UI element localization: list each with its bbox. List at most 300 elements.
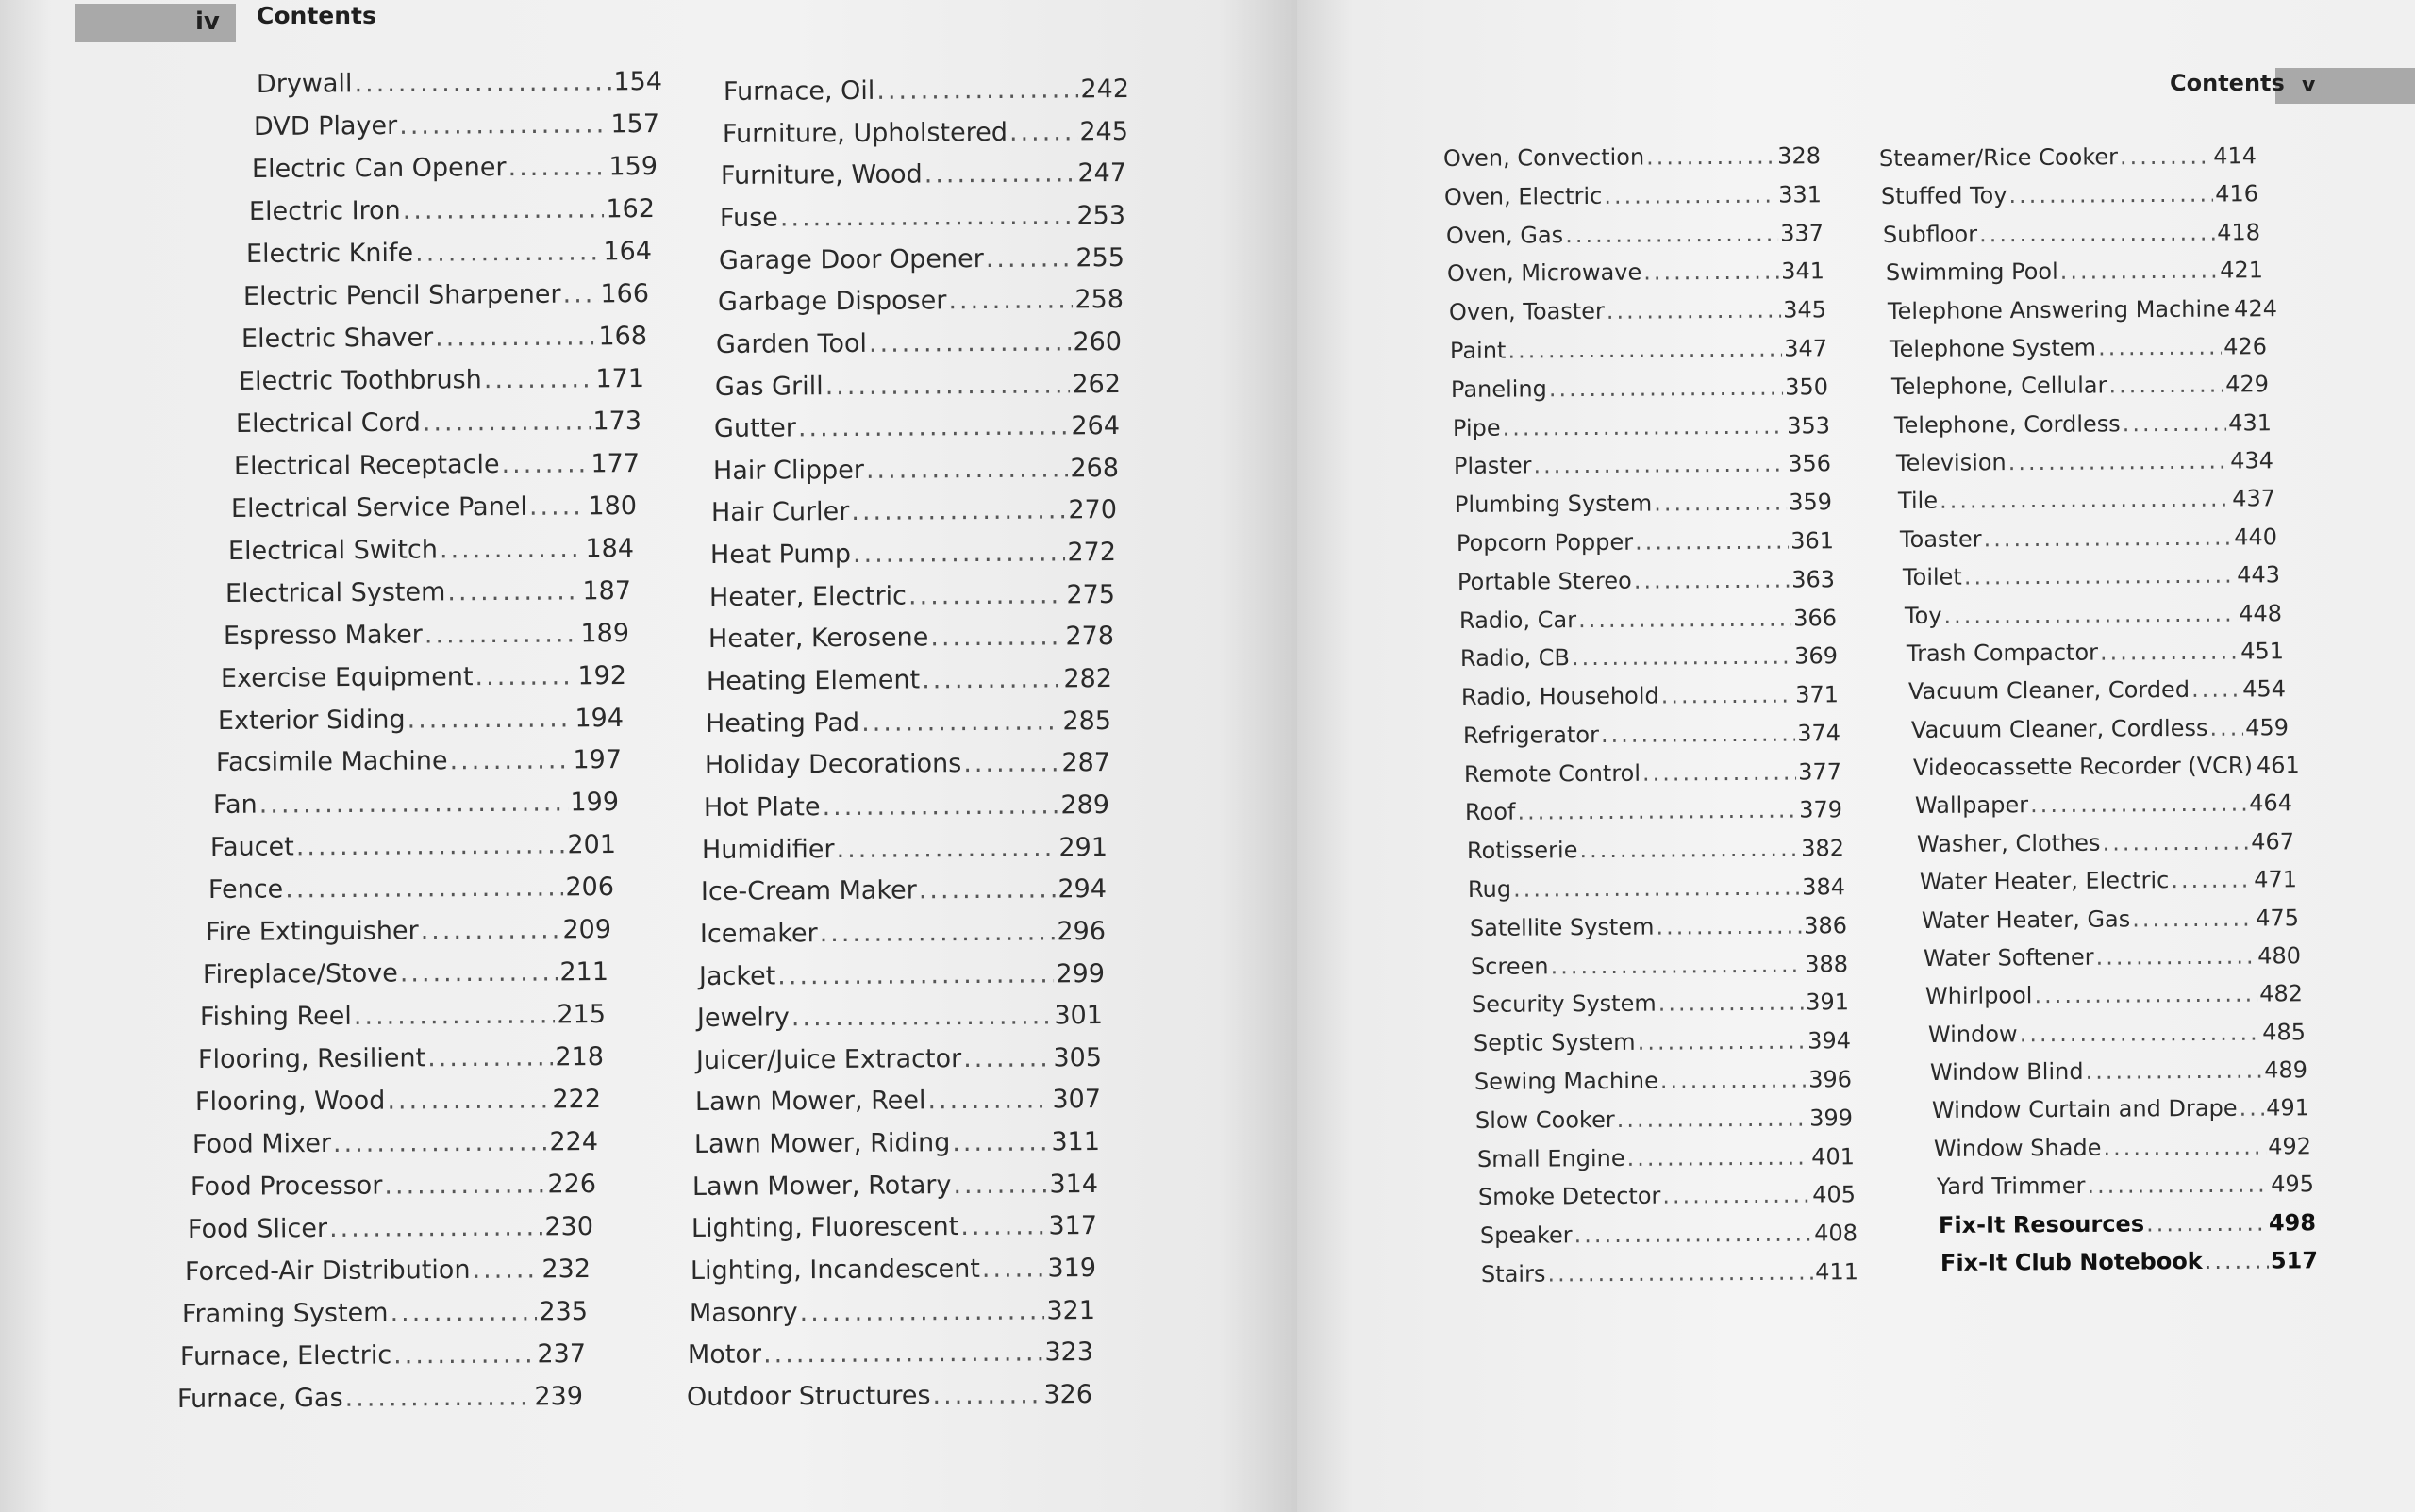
toc-entry (691, 1211, 1097, 1243)
toc-entry-label: Flooring, Wood (194, 1086, 386, 1118)
toc-entry-label: Plaster (1453, 452, 1532, 480)
toc-entry (1451, 374, 1828, 403)
toc-entry-label: Refrigerator (1462, 721, 1599, 749)
toc-entry-label: Gutter (713, 413, 796, 444)
toc-entry-page-number: 260 (1073, 326, 1123, 357)
toc-entry-page-number: 326 (1043, 1379, 1093, 1410)
toc-dot-leader (2085, 1057, 2262, 1085)
toc-entry-label: Lighting, Incandescent (690, 1254, 980, 1287)
toc-entry (1481, 1258, 1858, 1288)
toc-dot-leader (1577, 605, 1790, 633)
toc-entry (1475, 1105, 1853, 1134)
toc-entry-label: Oven, Gas (1445, 221, 1563, 249)
toc-dot-leader (982, 1254, 1046, 1283)
toc-entry-page-number: 377 (1798, 757, 1842, 786)
toc-entry-page-number: 416 (2215, 180, 2259, 208)
toc-entry (251, 152, 657, 184)
toc-dot-leader (948, 286, 1073, 316)
toc-entry-page-number: 218 (555, 1042, 604, 1072)
toc-dot-leader (285, 873, 563, 905)
toc-entry (185, 1254, 591, 1287)
toc-entry-page-number: 278 (1064, 622, 1114, 652)
toc-entry (1905, 600, 2282, 629)
toc-dot-leader (822, 790, 1058, 822)
toc-entry-page-number: 268 (1070, 453, 1119, 484)
toc-entry (1879, 142, 2257, 172)
toc-entry-label: Popcorn Popper (1456, 528, 1633, 557)
toc-entry-label: Food Mixer (192, 1129, 332, 1160)
toc-entry-page-number: 475 (2255, 904, 2299, 932)
toc-entry (1450, 335, 1827, 364)
toc-entry (1471, 951, 1848, 980)
toc-entry (231, 491, 637, 523)
toc-entry-label: Lawn Mower, Riding (693, 1128, 950, 1160)
toc-entry (714, 411, 1120, 443)
toc-entry-page-number: 255 (1075, 242, 1125, 273)
toc-entry-page-number: 350 (1785, 373, 1829, 401)
toc-entry-page-number: 382 (1800, 835, 1844, 862)
toc-entry-page-number: 253 (1076, 200, 1126, 231)
toc-dot-leader (952, 1127, 1049, 1157)
toc-entry (696, 1043, 1102, 1075)
toc-entry-page-number: 180 (588, 490, 637, 522)
toc-entry-label: Screen (1470, 953, 1549, 980)
toc-entry-label: Slow Cooker (1475, 1105, 1616, 1134)
toc-entry-label: Furnace, Electric (179, 1340, 391, 1372)
toc-entry-page-number: 173 (592, 406, 642, 437)
toc-entry-label: Fan (212, 790, 258, 821)
toc-entry (1457, 566, 1835, 595)
toc-entry (1917, 828, 2294, 857)
toc-entry (1474, 1027, 1851, 1056)
toc-entry-page-number: 235 (539, 1297, 589, 1327)
toc-entry (710, 538, 1116, 570)
toc-entry-label: Videocassette Recorder (VCR) (1912, 752, 2253, 782)
toc-entry-page-number: 345 (1782, 296, 1826, 324)
toc-entry (213, 788, 619, 820)
toc-dot-leader (1572, 643, 1792, 672)
toc-entry (1443, 142, 1821, 172)
toc-entry (698, 959, 1104, 991)
toc-entry-label: Steamer/Rice Cooker (1878, 143, 2119, 172)
toc-entry-label: Fishing Reel (200, 1002, 353, 1033)
toc-entry-label: Paint (1449, 337, 1507, 364)
toc-entry-page-number: 299 (1055, 958, 1105, 989)
toc-entry (701, 874, 1107, 906)
toc-entry-page-number: 166 (600, 278, 650, 309)
toc-dot-leader (449, 746, 571, 776)
toc-dot-leader (1547, 1259, 1813, 1288)
toc-entry (1474, 1066, 1852, 1095)
toc-entry-page-number: 399 (1809, 1105, 1854, 1132)
toc-dot-leader (484, 364, 594, 394)
toc-dot-leader (563, 279, 599, 308)
toc-entry (1463, 720, 1840, 749)
toc-entry-page-number: 495 (2270, 1171, 2314, 1198)
toc-entry-page-number: 467 (2251, 828, 2295, 856)
toc-entry (234, 449, 640, 481)
toc-entry-label: Subfloor (1883, 221, 1978, 248)
toc-dot-leader (384, 1171, 545, 1201)
toc-dot-leader (960, 1212, 1046, 1242)
toc-dot-leader (296, 831, 566, 862)
toc-dot-leader (2059, 258, 2218, 285)
toc-entry-page-number: 356 (1788, 450, 1832, 477)
toc-entry-page-number: 157 (610, 108, 660, 140)
toc-dot-leader (2008, 448, 2229, 476)
toc-entry (706, 706, 1111, 739)
toc-dot-leader (333, 1128, 548, 1159)
toc-entry-label: Sewing Machine (1474, 1067, 1659, 1096)
toc-entry-page-number: 168 (598, 321, 647, 352)
toc-entry-page-number: 232 (541, 1254, 591, 1285)
toc-entry-page-number: 262 (1072, 369, 1122, 399)
toc-entry-page-number: 272 (1067, 538, 1117, 568)
toc-entry-page-number: 222 (552, 1085, 602, 1115)
toc-entry (721, 158, 1126, 191)
toc-entry-label: Speaker (1479, 1221, 1573, 1250)
toc-dot-leader (908, 580, 1065, 610)
toc-dot-leader (930, 623, 1063, 653)
toc-entry-label: Motor (688, 1339, 762, 1371)
toc-dot-leader (825, 370, 1071, 401)
toc-entry-label: Telephone, Cordless (1893, 409, 2121, 439)
toc-entry-label: Security System (1472, 990, 1657, 1019)
toc-dot-leader (1646, 143, 1775, 171)
toc-entry-label: Wallpaper (1914, 791, 2029, 820)
toc-entry-page-number: 361 (1790, 527, 1834, 555)
toc-entry-label: Telephone System (1890, 334, 2097, 362)
toc-entry-label: Paneling (1451, 375, 1548, 403)
toc-dot-leader (852, 496, 1067, 527)
toc-entry (1886, 257, 2263, 286)
toc-entry-page-number: 482 (2259, 980, 2304, 1007)
toc-entry (1903, 561, 2280, 590)
toc-dot-leader (448, 576, 581, 606)
toc-dot-leader (2239, 1095, 2264, 1122)
toc-dot-leader (1009, 117, 1078, 147)
toc-entry-page-number: 328 (1777, 142, 1822, 170)
toc-entry (195, 1085, 601, 1117)
toc-dot-leader (2132, 905, 2254, 932)
toc-dot-leader (1963, 562, 2235, 590)
toc-entry (1932, 1095, 2309, 1124)
toc-dot-leader (508, 152, 607, 182)
toc-entry (1924, 942, 2301, 972)
toc-dot-leader (1518, 797, 1798, 825)
toc-entry (224, 619, 629, 651)
toc-entry-page-number: 291 (1058, 832, 1108, 862)
toc-dot-leader (1984, 523, 2233, 552)
toc-entry (1919, 866, 2296, 895)
toc-entry-label: Electric Toothbrush (238, 364, 482, 396)
toc-entry (254, 109, 659, 141)
toc-dot-leader (1940, 486, 2230, 514)
toc-dot-leader (2171, 867, 2252, 894)
right-page-number: v (2302, 74, 2316, 97)
toc-dot-leader (924, 159, 1076, 190)
toc-entry-page-number: 289 (1059, 789, 1109, 821)
toc-entry (723, 117, 1128, 149)
toc-entry-page-number: 434 (2230, 447, 2274, 474)
toc-dot-leader (1605, 181, 1777, 208)
toc-entry-label: Electric Pencil Sharpener (243, 279, 562, 311)
toc-dot-leader (1606, 297, 1781, 324)
toc-entry (1890, 333, 2267, 362)
toc-entry-label: Furniture, Upholstered (722, 117, 1008, 149)
toc-entry-page-number: 211 (559, 957, 609, 988)
toc-entry (208, 872, 613, 905)
toc-entry-label: Toy (1904, 602, 1942, 629)
toc-entry-page-number: 285 (1062, 706, 1112, 737)
toc-entry-page-number: 307 (1052, 1085, 1101, 1115)
toc-dot-leader (387, 1086, 550, 1116)
toc-dot-leader (391, 1297, 538, 1327)
toc-entry (720, 201, 1125, 233)
toc-entry-label: Oven, Toaster (1448, 298, 1605, 326)
toc-entry-label: Rotisserie (1466, 837, 1578, 865)
toc-entry-page-number: 411 (1815, 1258, 1859, 1286)
toc-entry (182, 1297, 588, 1329)
toc-entry (206, 915, 611, 947)
toc-entry-label: Fire Extinguisher (205, 916, 419, 948)
toc-entry (1454, 451, 1831, 480)
toc-entry (177, 1382, 583, 1414)
toc-entry-label: Telephone, Cellular (1891, 372, 2107, 401)
toc-entry (1468, 873, 1845, 903)
toc-dot-leader (1660, 1067, 1807, 1094)
toc-entry-label: Forced-Air Distribution (185, 1254, 471, 1288)
toc-dot-leader (425, 619, 579, 649)
toc-entry (718, 285, 1124, 317)
toc-dot-leader (799, 1296, 1044, 1327)
toc-entry-label: Radio, Car (1458, 606, 1576, 634)
toc-entry (192, 1127, 598, 1159)
toc-dot-leader (869, 327, 1072, 357)
toc-entry-page-number: 414 (2213, 142, 2257, 170)
toc-dot-leader (2205, 1248, 2269, 1274)
toc-entry-page-number: 154 (613, 66, 663, 97)
toc-entry (715, 370, 1121, 402)
toc-entry (724, 75, 1129, 107)
toc-entry (1457, 527, 1834, 557)
toc-dot-leader (393, 1339, 536, 1370)
toc-entry (1478, 1182, 1856, 1211)
toc-entry (1936, 1171, 2313, 1200)
toc-dot-leader (2120, 143, 2211, 171)
toc-entry-page-number: 197 (572, 745, 622, 775)
toc-entry (1455, 489, 1832, 518)
toc-entry-label: Fence (208, 874, 283, 906)
toc-dot-leader (2030, 790, 2247, 819)
toc-entry (708, 622, 1114, 654)
toc-entry-label: Facsimile Machine (215, 746, 448, 778)
toc-dot-leader (927, 1086, 1050, 1116)
toc-entry-page-number: 317 (1048, 1211, 1098, 1241)
toc-entry (1448, 296, 1825, 325)
toc-entry-page-number: 331 (1778, 180, 1823, 208)
toc-entry-page-number: 187 (582, 575, 632, 606)
toc-entry-label: Faucet (210, 832, 295, 863)
toc-entry-page-number: 459 (2244, 713, 2289, 741)
toc-entry (1900, 523, 2277, 553)
toc-dot-leader (876, 75, 1078, 105)
toc-entry-label: Electrical Service Panel (230, 491, 527, 523)
toc-dot-leader (2098, 333, 2222, 360)
toc-entry (716, 327, 1122, 359)
header-tab-right (2275, 68, 2415, 104)
toc-entry-label: Small Engine (1476, 1144, 1625, 1172)
toc-entry-page-number: 164 (603, 236, 653, 267)
toc-dot-leader (865, 454, 1068, 484)
toc-entry-page-number: 431 (2227, 408, 2272, 437)
toc-entry-label: Oven, Convection (1442, 143, 1645, 172)
toc-entry (713, 454, 1119, 486)
toc-dot-leader (259, 789, 569, 820)
toc-entry-page-number: 401 (1810, 1142, 1855, 1171)
toc-dot-leader (1574, 1221, 1812, 1249)
toc-entry-label: Food Processor (190, 1171, 383, 1203)
toc-entry-label: Remote Control (1463, 759, 1641, 788)
toc-entry (691, 1254, 1096, 1286)
toc-entry (1915, 790, 2292, 820)
toc-entry (1469, 912, 1846, 941)
toc-dot-leader (763, 1338, 1043, 1370)
toc-entry-page-number: 485 (2261, 1018, 2306, 1046)
toc-dot-leader (2100, 638, 2239, 665)
toc-dot-leader (1634, 566, 1790, 593)
toc-entry-label: Icemaker (699, 919, 818, 949)
toc-dot-leader (1549, 374, 1784, 402)
toc-entry-page-number: 379 (1799, 796, 1843, 823)
toc-entry (200, 1000, 606, 1032)
toc-entry-page-number: 492 (2268, 1133, 2312, 1160)
toc-entry-page-number: 319 (1047, 1254, 1096, 1284)
toc-entry-page-number: 471 (2253, 866, 2297, 893)
toc-entry-page-number: 386 (1803, 912, 1847, 939)
toc-entry-page-number: 194 (575, 703, 625, 733)
toc-entry-page-number: 171 (595, 363, 645, 394)
toc-entry-label: Trash Compactor (1907, 639, 2099, 667)
toc-entry-page-number: 359 (1789, 489, 1833, 516)
toc-entry-page-number: 440 (2234, 523, 2278, 551)
toc-dot-leader (1533, 451, 1786, 479)
toc-dot-leader (1658, 989, 1805, 1017)
toc-entry (203, 957, 608, 989)
toc-entry-label: Outdoor Structures (686, 1381, 931, 1412)
toc-entry-label: DVD Player (254, 110, 398, 141)
toc-dot-leader (408, 704, 574, 734)
toc-entry-label: Fireplace/Stove (202, 958, 398, 990)
toc-entry-label: Garden Tool (716, 328, 868, 359)
toc-entry-page-number: 247 (1077, 158, 1127, 189)
toc-dot-leader (2009, 181, 2214, 209)
toc-entry (709, 580, 1115, 612)
toc-dot-leader (1643, 258, 1779, 286)
toc-entry-label: Vacuum Cleaner, Corded (1908, 676, 2190, 706)
toc-entry (688, 1338, 1093, 1370)
toc-entry (246, 237, 652, 269)
toc-entry-page-number: 498 (2268, 1208, 2316, 1237)
toc-entry-page-number: 363 (1791, 565, 1836, 593)
toc-dot-leader (954, 1170, 1048, 1200)
toc-dot-leader (427, 1043, 554, 1073)
toc-entry-page-number: 451 (2240, 638, 2285, 665)
toc-dot-leader (777, 959, 1054, 990)
toc-entry (249, 194, 655, 226)
toc-dot-leader (1656, 912, 1802, 939)
toc-entry-page-number: 206 (564, 872, 614, 903)
toc-entry-label: Heating Element (707, 665, 921, 697)
right-page (1297, 0, 2415, 1512)
toc-entry-page-number: 408 (1813, 1220, 1857, 1247)
toc-dot-leader (473, 1254, 541, 1285)
toc-entry (180, 1339, 586, 1371)
toc-entry (1898, 486, 2275, 515)
toc-entry (218, 704, 624, 736)
toc-dot-leader (2122, 409, 2226, 437)
toc-dot-leader (780, 201, 1075, 232)
toc-entry-label: Water Heater, Gas (1921, 906, 2131, 934)
toc-entry-page-number: 464 (2249, 789, 2293, 817)
toc-entry (1460, 643, 1838, 673)
toc-entry-label: Ice-Cream Maker (700, 875, 917, 907)
toc-entry-page-number: 301 (1054, 1001, 1104, 1031)
toc-entry-label: Jewelry (697, 1003, 791, 1034)
toc-entry (1465, 797, 1842, 826)
toc-entry (1908, 676, 2286, 706)
toc-dot-leader (2146, 1209, 2267, 1237)
toc-dot-leader (2019, 1019, 2260, 1047)
toc-entry-page-number: 237 (537, 1339, 586, 1370)
toc-dot-leader (415, 237, 602, 267)
toc-entry-page-number: 305 (1053, 1042, 1103, 1073)
toc-entry-label: Oven, Electric (1444, 182, 1603, 210)
toc-dot-leader (1642, 758, 1796, 786)
toc-entry-page-number: 199 (570, 788, 620, 818)
toc-entry-page-number: 201 (567, 830, 617, 860)
toc-entry-label: Heat Pump (710, 540, 852, 571)
toc-entry (1940, 1247, 2318, 1276)
toc-entry-page-number: 443 (2236, 561, 2280, 589)
toc-entry-label: Espresso Maker (223, 620, 423, 651)
toc-entry (1477, 1143, 1855, 1172)
toc-entry-label: Hair Clipper (712, 455, 864, 486)
toc-entry-page-number: 424 (2233, 294, 2277, 322)
toc-entry (1939, 1209, 2316, 1238)
toc-entry-label: Jacket (698, 960, 775, 991)
toc-entry-label: Heating Pad (706, 707, 860, 739)
toc-entry (257, 67, 662, 99)
toc-entry-page-number: 311 (1050, 1127, 1100, 1157)
toc-entry-label: Radio, CB (1459, 644, 1570, 673)
toc-dot-leader (529, 491, 587, 521)
toc-entry-page-number: 369 (1794, 642, 1839, 670)
toc-entry (1467, 835, 1844, 864)
toc-entry-page-number: 341 (1781, 258, 1825, 285)
toc-dot-leader (2096, 942, 2257, 970)
toc-entry-page-number: 517 (2270, 1247, 2319, 1274)
toc-dot-leader (2191, 676, 2240, 703)
toc-entry (239, 364, 644, 396)
toc-entry-page-number: 287 (1061, 748, 1110, 778)
toc-entry-label: Tile (1898, 488, 1939, 515)
toc-entry (1883, 219, 2260, 248)
toc-entry-page-number: 162 (606, 193, 655, 224)
toc-dot-leader (1637, 1028, 1806, 1055)
toc-entry-label: Stuffed Toy (1881, 182, 2007, 210)
toc-dot-leader (1661, 682, 1794, 709)
